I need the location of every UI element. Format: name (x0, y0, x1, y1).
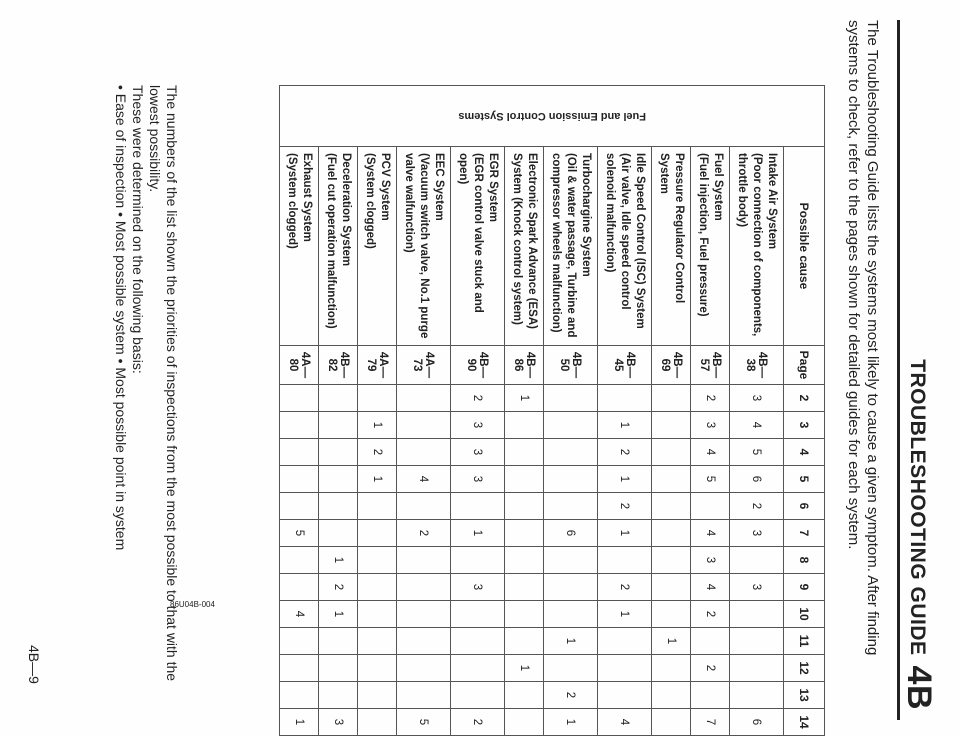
troubleshooting-table (279, 85, 825, 736)
priority-cell (505, 412, 544, 439)
footnote-line: • Ease of inspection • Most possible system • Most possible point in system (113, 85, 129, 551)
priority-cell: 2 (691, 385, 730, 412)
priority-cell (652, 466, 691, 493)
page-ref: 4B—69 (652, 346, 691, 385)
page-ref: 4A—73 (397, 346, 451, 385)
cause-name: PCV System (System clogged) (358, 147, 397, 346)
priority-cell (451, 655, 505, 682)
priority-cell: 2 (691, 601, 730, 628)
priority-cell (598, 547, 652, 574)
cause-name: Electronic Spark Advance (ESA) System (Knock control system) (505, 147, 544, 346)
priority-cell (652, 412, 691, 439)
symptom-number: 6 (784, 493, 825, 520)
priority-cell (280, 385, 319, 412)
table-row (691, 86, 730, 736)
priority-cell: 5 (691, 466, 730, 493)
cause-name: Turbochargine System (Oil & water passage, Turbine and compressor wheels malfunction) (544, 147, 598, 346)
priority-cell (451, 601, 505, 628)
priority-cell: 3 (691, 412, 730, 439)
page-ref: 4A—79 (358, 346, 397, 385)
page-ref: 4B—45 (598, 346, 652, 385)
priority-cell: 2 (451, 709, 505, 736)
priority-cell (397, 601, 451, 628)
priority-cell (544, 655, 598, 682)
priority-cell (397, 547, 451, 574)
table-row (319, 86, 358, 736)
cause-name: Deceleration System (Fuel cut operation malfunction) (319, 147, 358, 346)
priority-cell (280, 628, 319, 655)
table-row (544, 86, 598, 736)
priority-cell (358, 520, 397, 547)
priority-cell (652, 709, 691, 736)
priority-cell (544, 439, 598, 466)
priority-cell (505, 601, 544, 628)
cause-name: EGR System (EGR control valve stuck and open) (451, 147, 505, 346)
priority-cell (319, 412, 358, 439)
priority-cell (319, 682, 358, 709)
title-rule (897, 20, 900, 720)
priority-cell (397, 682, 451, 709)
priority-cell (505, 547, 544, 574)
table-row (451, 86, 505, 736)
priority-cell: 1 (598, 412, 652, 439)
priority-cell: 2 (598, 493, 652, 520)
cause-name: Exhaust System (System clogged) (280, 147, 319, 346)
symptom-number: 3 (784, 412, 825, 439)
priority-cell: 1 (280, 709, 319, 736)
priority-cell (280, 439, 319, 466)
page-ref: 4A—80 (280, 346, 319, 385)
priority-cell (691, 493, 730, 520)
priority-cell (652, 601, 691, 628)
priority-cell (451, 628, 505, 655)
priority-cell: 4 (730, 412, 784, 439)
priority-cell (652, 682, 691, 709)
priority-cell (397, 439, 451, 466)
page-number: 4B—9 (26, 645, 42, 684)
priority-cell (598, 682, 652, 709)
priority-cell (358, 655, 397, 682)
priority-cell (505, 520, 544, 547)
priority-cell (358, 682, 397, 709)
page-header: Page (784, 346, 825, 385)
symptom-number: 7 (784, 520, 825, 547)
priority-cell: 1 (598, 466, 652, 493)
priority-cell: 3 (319, 709, 358, 736)
cause-name: Fuel System (Fuel injection, Fuel pressure) (691, 147, 730, 346)
priority-cell: 1 (358, 466, 397, 493)
priority-cell (505, 493, 544, 520)
table-row (505, 86, 544, 736)
priority-cell (319, 628, 358, 655)
priority-cell (730, 547, 784, 574)
priority-cell (652, 493, 691, 520)
priority-cell: 5 (280, 520, 319, 547)
priority-cell: 3 (451, 439, 505, 466)
priority-cell: 4 (691, 574, 730, 601)
table-row (397, 86, 451, 736)
priority-cell: 3 (691, 547, 730, 574)
priority-cell: 1 (505, 385, 544, 412)
table-row (652, 86, 691, 736)
reference-code: 86U04B-004 (170, 600, 215, 609)
priority-cell (280, 574, 319, 601)
priority-cell (358, 601, 397, 628)
priority-cell: 2 (319, 574, 358, 601)
page-ref: 4B—57 (691, 346, 730, 385)
page-ref: 4B—90 (451, 346, 505, 385)
priority-cell (280, 493, 319, 520)
priority-cell (598, 628, 652, 655)
priority-cell: 6 (730, 709, 784, 736)
priority-cell: 4 (598, 709, 652, 736)
priority-cell (544, 547, 598, 574)
symptom-number: 11 (784, 628, 825, 655)
priority-cell (397, 385, 451, 412)
priority-cell (451, 547, 505, 574)
table-sidebar-label: Fuel and Emission Control Systems (280, 86, 825, 147)
priority-cell (397, 412, 451, 439)
cause-name: Intake Air System (Poor connection of components, throttle body) (730, 147, 784, 346)
intro-text: The Troubleshooting Guide lists the systems most likely to cause a given symptom. After finding systems to check, refer to the pages shown for detailed guides for each system. (845, 20, 881, 656)
priority-cell: 7 (691, 709, 730, 736)
priority-cell (652, 385, 691, 412)
priority-cell (544, 493, 598, 520)
priority-cell (397, 574, 451, 601)
priority-cell (319, 439, 358, 466)
priority-cell: 2 (598, 439, 652, 466)
cause-header: Possible cause (784, 147, 825, 346)
priority-cell (691, 682, 730, 709)
priority-cell (598, 655, 652, 682)
priority-cell (280, 682, 319, 709)
priority-cell: 5 (730, 439, 784, 466)
symptom-number: 9 (784, 574, 825, 601)
priority-cell (505, 439, 544, 466)
priority-cell: 1 (598, 601, 652, 628)
priority-cell (544, 385, 598, 412)
priority-cell (280, 412, 319, 439)
priority-cell (397, 655, 451, 682)
symptom-number: 13 (784, 682, 825, 709)
priority-cell: 4 (397, 466, 451, 493)
priority-cell (280, 466, 319, 493)
priority-cell: 1 (319, 601, 358, 628)
priority-cell (358, 709, 397, 736)
footnote-line: These were determined on the following basis: (130, 85, 146, 374)
priority-cell: 3 (451, 574, 505, 601)
priority-cell (505, 709, 544, 736)
priority-cell: 2 (544, 682, 598, 709)
priority-cell (730, 628, 784, 655)
priority-cell: 6 (544, 520, 598, 547)
priority-cell: 4 (691, 439, 730, 466)
priority-cell: 3 (451, 412, 505, 439)
priority-cell: 1 (505, 655, 544, 682)
symptom-number: 5 (784, 466, 825, 493)
footnote-line: The numbers of the list shown the priorities of inspections from the most possible to that with the lowest possibility. (147, 85, 180, 682)
priority-cell: 1 (544, 628, 598, 655)
priority-cell (358, 547, 397, 574)
priority-cell: 3 (730, 520, 784, 547)
priority-cell: 4 (280, 601, 319, 628)
priority-cell: 6 (730, 466, 784, 493)
priority-cell (652, 439, 691, 466)
symptom-number: 14 (784, 709, 825, 736)
priority-cell (544, 601, 598, 628)
priority-cell: 2 (397, 520, 451, 547)
priority-cell (730, 655, 784, 682)
priority-cell (319, 493, 358, 520)
chapter-code: 4B (900, 665, 938, 710)
page-ref: 4B—50 (544, 346, 598, 385)
page-ref: 4B—86 (505, 346, 544, 385)
priority-cell (397, 493, 451, 520)
priority-cell (319, 385, 358, 412)
priority-cell (505, 682, 544, 709)
priority-cell (691, 628, 730, 655)
table-row (730, 86, 784, 736)
priority-cell (358, 493, 397, 520)
symptom-number: 8 (784, 547, 825, 574)
priority-cell: 1 (358, 412, 397, 439)
table-row (598, 86, 652, 736)
priority-cell (652, 655, 691, 682)
table-row (358, 86, 397, 736)
priority-cell (358, 385, 397, 412)
priority-cell: 4 (691, 520, 730, 547)
symptom-number: 4 (784, 439, 825, 466)
priority-cell (451, 682, 505, 709)
priority-cell (319, 520, 358, 547)
cause-name: EEC System (Vacuum switch valve, No.1 purge valve walfunction) (397, 147, 451, 346)
priority-cell (397, 628, 451, 655)
cause-name: Pressure Regulator Control System (652, 147, 691, 346)
priority-cell (505, 466, 544, 493)
priority-cell (358, 574, 397, 601)
priority-cell (280, 547, 319, 574)
priority-cell: 5 (397, 709, 451, 736)
priority-cell: 3 (451, 466, 505, 493)
priority-cell (730, 682, 784, 709)
title-text: TROUBLESHOOTING GUIDE (906, 359, 929, 656)
priority-cell: 1 (319, 547, 358, 574)
priority-cell: 1 (598, 520, 652, 547)
page-title (899, 240, 938, 710)
priority-cell (544, 574, 598, 601)
priority-cell: 2 (730, 493, 784, 520)
priority-cell (358, 628, 397, 655)
priority-cell: 3 (730, 385, 784, 412)
priority-cell (544, 412, 598, 439)
priority-cell (505, 628, 544, 655)
priority-cell (652, 520, 691, 547)
priority-cell: 1 (451, 520, 505, 547)
symptom-number: 10 (784, 601, 825, 628)
priority-cell: 1 (652, 628, 691, 655)
priority-cell (319, 655, 358, 682)
priority-cell: 1 (544, 709, 598, 736)
priority-cell: 3 (730, 574, 784, 601)
priority-cell (652, 547, 691, 574)
priority-cell (730, 601, 784, 628)
symptom-number: 2 (784, 385, 825, 412)
footnote (112, 85, 180, 705)
priority-cell (544, 466, 598, 493)
priority-cell: 2 (691, 655, 730, 682)
table-row (280, 86, 319, 736)
priority-cell (652, 574, 691, 601)
page-ref: 4B—82 (319, 346, 358, 385)
priority-cell (319, 466, 358, 493)
priority-cell (505, 574, 544, 601)
priority-cell (451, 493, 505, 520)
symptom-number: 12 (784, 655, 825, 682)
priority-cell: 2 (598, 574, 652, 601)
priority-cell: 2 (451, 385, 505, 412)
priority-cell (598, 385, 652, 412)
page-ref: 4B—38 (730, 346, 784, 385)
cause-name: Idle Speed Control (ISC) System (Air valve, Idle speed control solenoid malfunction) (598, 147, 652, 346)
priority-cell (280, 655, 319, 682)
priority-cell: 2 (358, 439, 397, 466)
